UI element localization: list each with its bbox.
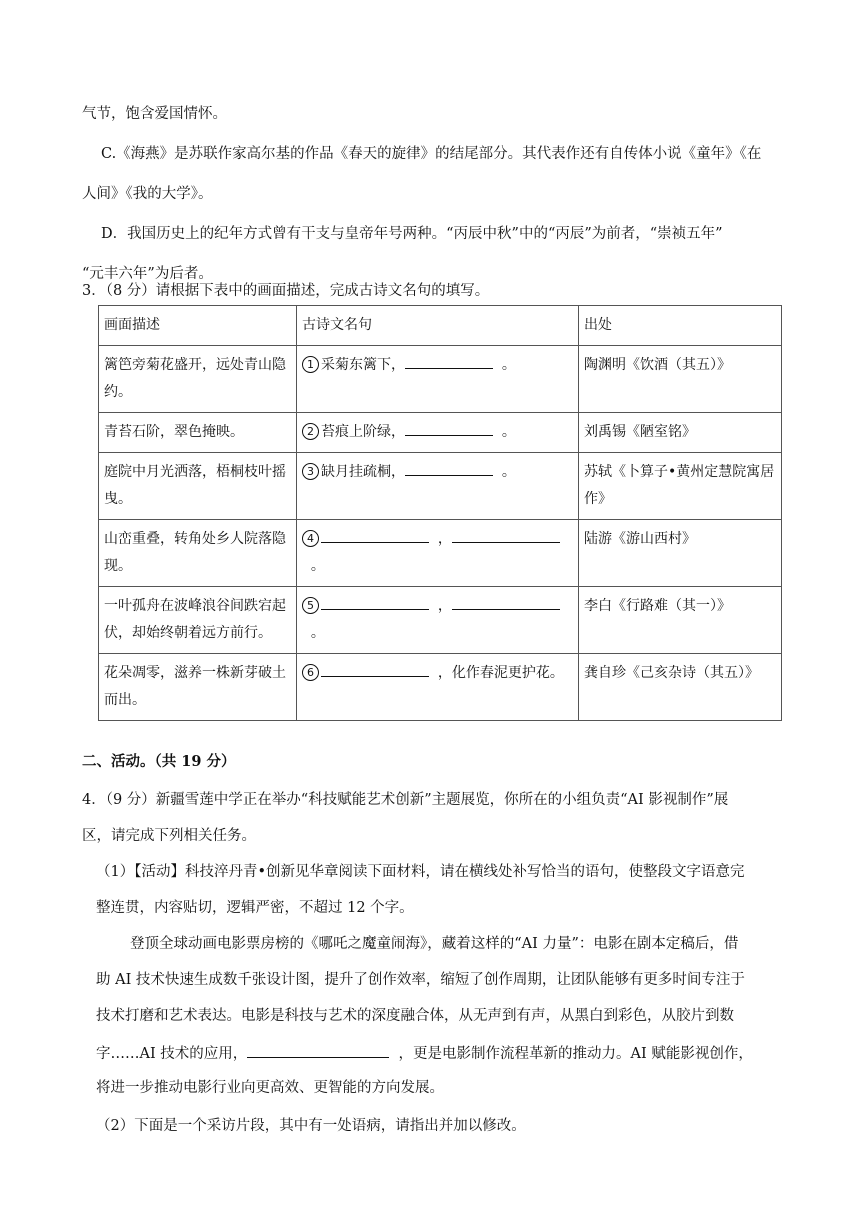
answer-blank[interactable] xyxy=(321,527,429,543)
circled-number: 3 xyxy=(302,463,319,480)
verse-cell xyxy=(297,654,579,721)
table-row xyxy=(99,520,782,587)
answer-blank[interactable] xyxy=(321,661,429,677)
text-line: “元丰六年”为后者。 xyxy=(82,266,213,282)
answer-blank[interactable] xyxy=(247,1042,389,1058)
verse-cell xyxy=(297,346,579,413)
option-c-line: C.《海燕》是苏联作家高尔基的作品《春天的旋律》的结尾部分。其代表作还有自传体小说《童年》《在 xyxy=(101,146,762,162)
material-paragraph-line xyxy=(96,1042,753,1064)
description-cell: 花朵凋零，滋养一株新芽破土而出。 xyxy=(99,654,297,721)
paragraph-text: ，更是电影制作流程革新的推动力。AI 赋能影视创作， xyxy=(398,1046,753,1062)
circled-number: 5 xyxy=(302,597,319,614)
verse-text: 。 xyxy=(501,424,516,440)
subquestion-1-line: （1）【活动】科技淬丹青•创新见华章阅读下面材料，请在横线处补写恰当的语句，使整段文字语意完 xyxy=(96,864,745,880)
section-2-title: 二、活动。（共 19 分） xyxy=(82,753,236,770)
circled-number: 2 xyxy=(302,423,319,440)
option-d-line: D．我国历史上的纪年方式曾有干支与皇帝年号两种。“丙辰中秋”中的“丙辰”为前者，“崇祯五年” xyxy=(101,226,723,242)
text-line: 气节，饱含爱国情怀。 xyxy=(82,106,227,122)
answer-blank[interactable] xyxy=(321,594,429,610)
source-cell: 陆游《游山西村》 xyxy=(579,520,782,587)
table-row xyxy=(99,587,782,654)
answer-blank[interactable] xyxy=(452,594,560,610)
answer-blank[interactable] xyxy=(405,353,493,369)
subquestion-1-line: 整连贯，内容贴切，逻辑严密，不超过 12 个字。 xyxy=(96,900,414,916)
verse-text: 缺月挂疏桐， xyxy=(321,464,405,480)
paragraph-text: 字……AI 技术的应用， xyxy=(96,1046,248,1062)
verse-cell xyxy=(297,587,579,654)
header-cell: 古诗文名句 xyxy=(297,306,579,346)
verse-text: 。 xyxy=(310,558,325,574)
answer-blank[interactable] xyxy=(405,460,493,476)
table-row xyxy=(99,654,782,721)
description-cell: 一叶孤舟在波峰浪谷间跌宕起伏，却始终朝着远方前行。 xyxy=(99,587,297,654)
material-paragraph-line: 技术打磨和艺术表达。电影是科技与艺术的深度融合体，从无声到有声，从黑白到彩色，从胶片到数 xyxy=(96,1008,734,1024)
source-cell: 李白《行路难（其一）》 xyxy=(579,587,782,654)
verse-text: 苔痕上阶绿， xyxy=(321,424,405,440)
verse-text: ， xyxy=(437,598,452,614)
question-4-line: 区，请完成下列相关任务。 xyxy=(82,828,256,844)
circled-number: 1 xyxy=(302,356,319,373)
verse-cell xyxy=(297,453,579,520)
table-row xyxy=(99,346,782,413)
verse-cell xyxy=(297,413,579,453)
description-cell: 青苔石阶，翠色掩映。 xyxy=(99,413,297,453)
material-paragraph-line: 登顶全球动画电影票房榜的《哪吒之魔童闹海》，藏着这样的“AI 力量”：电影在剧本定稿后，借 xyxy=(130,936,739,952)
question-4-line: 4．（9 分）新疆雪莲中学正在举办“科技赋能艺术创新”主题展览，你所在的小组负责“AI 影视制作”展 xyxy=(82,792,729,808)
poem-table xyxy=(98,305,782,721)
verse-cell xyxy=(297,520,579,587)
verse-text: 。 xyxy=(501,464,516,480)
source-cell: 刘禹锡《陋室铭》 xyxy=(579,413,782,453)
description-cell: 山峦重叠，转角处乡人院落隐现。 xyxy=(99,520,297,587)
description-cell: 庭院中月光洒落，梧桐枝叶摇曳。 xyxy=(99,453,297,520)
header-cell: 出处 xyxy=(579,306,782,346)
verse-text: 。 xyxy=(310,625,325,641)
source-cell: 龚自珍《己亥杂诗（其五）》 xyxy=(579,654,782,721)
verse-text: 采菊东篱下， xyxy=(321,357,405,373)
verse-text: 。 xyxy=(501,357,516,373)
source-cell: 苏轼《卜算子•黄州定慧院寓居作》 xyxy=(579,453,782,520)
table-row xyxy=(99,413,782,453)
circled-number: 6 xyxy=(302,664,319,681)
verse-text: ，化作春泥更护花。 xyxy=(437,665,564,681)
table-header-row xyxy=(99,306,782,346)
question-3-title: 3．（8 分）请根据下表中的画面描述，完成古诗文名句的填写。 xyxy=(82,283,490,299)
material-paragraph-line: 将进一步推动电影行业向更高效、更智能的方向发展。 xyxy=(96,1080,444,1096)
verse-text: ， xyxy=(437,531,452,547)
table-row xyxy=(99,453,782,520)
description-cell: 篱笆旁菊花盛开，远处青山隐约。 xyxy=(99,346,297,413)
source-cell: 陶渊明《饮酒（其五）》 xyxy=(579,346,782,413)
answer-blank[interactable] xyxy=(452,527,560,543)
material-paragraph-line: 助 AI 技术快速生成数千张设计图，提升了创作效率，缩短了创作周期，让团队能够有更多时间专注于 xyxy=(96,972,745,988)
circled-number: 4 xyxy=(302,530,319,547)
answer-blank[interactable] xyxy=(405,420,493,436)
text-line: 人间》《我的大学》。 xyxy=(82,186,213,202)
header-cell: 画面描述 xyxy=(99,306,297,346)
subquestion-2-line: （2）下面是一个采访片段，其中有一处语病，请指出并加以修改。 xyxy=(96,1118,526,1134)
